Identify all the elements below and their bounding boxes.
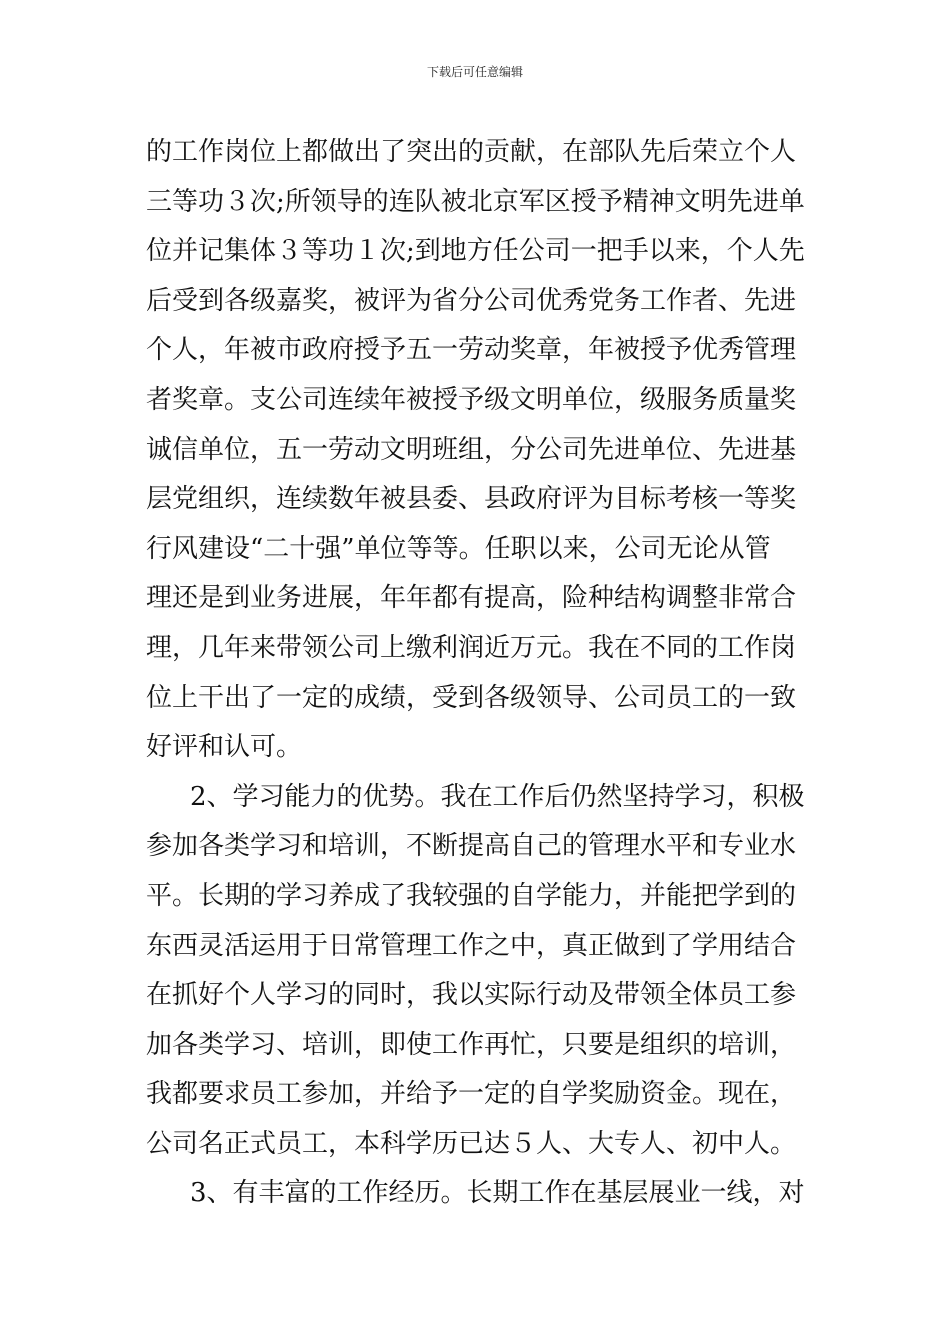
- text-line: 加各类学习、培训，即使工作再忙，只要是组织的培训，: [146, 1029, 797, 1060]
- text-line: 在抓好个人学习的同时，我以实际行动及带领全体员工参: [146, 980, 797, 1011]
- text-line: 参加各类学习和培训，不断提高自己的管理水平和专业水: [146, 831, 797, 862]
- text-line: 诚信单位，五一劳动文明班组，分公司先进单位、先进基: [146, 434, 797, 465]
- text-line: 三等功３次;所领导的连队被北京军区授予精神文明先进单: [146, 186, 805, 217]
- text-line: 东西灵活运用于日常管理工作之中，真正做到了学用结合: [146, 930, 797, 961]
- text-line: 的工作岗位上都做出了突出的贡献，在部队先后荣立个人: [146, 137, 797, 167]
- text-line: 层党组织，连续数年被县委、县政府评为目标考核一等奖: [146, 484, 797, 515]
- document-body: [146, 128, 810, 1219]
- text-line: 行风建设“二十强”单位等等。任职以来，公司无论从管: [146, 533, 771, 564]
- text-line: 好评和认可。: [146, 732, 303, 763]
- text-line: 位并记集体３等功１次;到地方任公司一把手以来，个人先: [146, 236, 805, 267]
- text-line: 个人，年被市政府授予五一劳动奖章，年被授予优秀管理: [146, 335, 797, 366]
- page-header: 下载后可任意编辑: [426, 65, 523, 79]
- text-line: 理，几年来带领公司上缴利润近万元。我在不同的工作岗: [146, 632, 797, 663]
- paragraph-heading-3: 3、有丰富的工作经历。长期工作在基层展业一线，对: [190, 1178, 805, 1209]
- text-line: 理还是到业务进展，年年都有提高，险种结构调整非常合: [146, 583, 797, 614]
- text-line: 我都要求员工参加，并给予一定的自学奖励资金。现在，: [146, 1079, 797, 1110]
- text-line: 公司名正式员工，本科学历已达５人、大专人、初中人。: [146, 1128, 797, 1159]
- text-line: 后受到各级嘉奖，被评为省分公司优秀党务工作者、先进: [146, 285, 797, 316]
- text-line: 者奖章。支公司连续年被授予级文明单位，级服务质量奖: [146, 384, 797, 415]
- text-line: 位上干出了一定的成绩，受到各级领导、公司员工的一致: [146, 682, 797, 713]
- text-line: 平。长期的学习养成了我较强的自学能力，并能把学到的: [146, 880, 797, 911]
- paragraph-heading-2: 2、学习能力的优势。我在工作后仍然坚持学习，积极: [190, 781, 805, 812]
